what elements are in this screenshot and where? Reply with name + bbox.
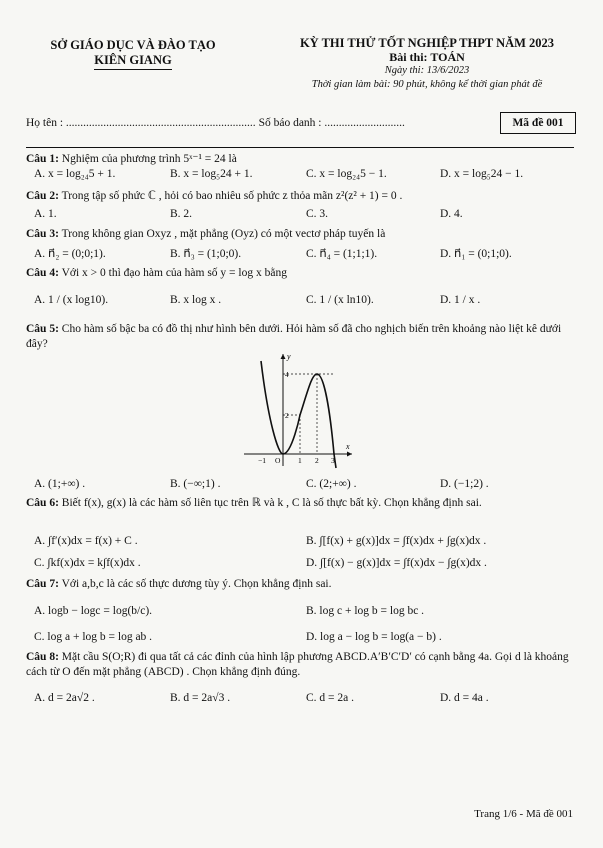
student-info (26, 117, 405, 129)
department-line2: KIÊN GIANG (94, 53, 171, 70)
name-field: Họ tên : .................................................................. (26, 117, 256, 129)
y-axis-arrow (281, 354, 286, 359)
question-label: Câu 7: (26, 578, 59, 590)
q6-option-b: B. ∫[f(x) + g(x)]dx = ∫f(x)dx + ∫g(x)dx . (306, 535, 487, 547)
department-line1: SỞ GIÁO DỤC VÀ ĐÀO TẠO (50, 38, 216, 52)
department-block (18, 38, 248, 70)
q3-option-b: B. n⃗₃ = (1;0;0). (170, 248, 242, 260)
cubic-graph (238, 350, 358, 470)
page-footer: Trang 1/6 - Mã đề 001 (474, 808, 573, 820)
question-5 (26, 322, 574, 352)
x-axis-arrow (347, 452, 352, 457)
q1-option-c: C. x = log₂₄5 − 1. (306, 168, 387, 180)
y-axis-label: y (287, 352, 291, 361)
x-tick-3: 3 (331, 456, 335, 465)
cubic-curve (261, 361, 336, 468)
question-label: Câu 3: (26, 228, 59, 240)
y-tick-2: 2 (285, 411, 289, 420)
origin-label: O (275, 456, 281, 465)
question-label: Câu 2: (26, 190, 59, 202)
q2-option-b: B. 2. (170, 208, 193, 220)
question-text: Trong không gian Oxyz , mặt phẳng (Oyz) có một vectơ pháp tuyến là (61, 228, 386, 240)
question-8 (26, 650, 574, 680)
question-text: Mặt cầu S(O;R) đi qua tất cả các đỉnh của hình lập phương ABCD.A′B′C′D′ có cạnh bằng 4a. Gọi d là khoảng cách từ O đến mặt phẳng (ABCD) . Chọn khẳng định đúng. (26, 651, 569, 678)
q5-option-b: B. (−∞;1) . (170, 478, 221, 490)
q8-option-b: B. d = 2a√3 . (170, 692, 231, 704)
q6-option-c: C. ∫kf(x)dx = k∫f(x)dx . (34, 557, 141, 569)
q7-option-c: C. log a + log b = log ab . (34, 631, 153, 643)
q8-option-a: A. d = 2a√2 . (34, 692, 95, 704)
q4-option-c: C. 1 / (x ln10). (306, 294, 374, 306)
question-text: Nghiệm của phương trình 5ˣ⁻¹ = 24 là (61, 153, 237, 165)
q6-option-a: A. ∫f′(x)dx = f(x) + C . (34, 535, 138, 547)
question-3 (26, 227, 586, 242)
question-label: Câu 1: (26, 153, 59, 165)
x-tick-neg1: −1 (258, 456, 266, 465)
question-text: Trong tập số phức ℂ , hỏi có bao nhiêu số phức z thỏa mãn z²(z² + 1) = 0 . (61, 190, 403, 202)
exam-header (262, 36, 592, 92)
q4-option-a: A. 1 / (x log10). (34, 294, 109, 306)
question-text: Cho hàm số bậc ba có đồ thị như hình bên dưới. Hỏi hàm số đã cho nghịch biến trên khoảng nào liệt kê dưới đây? (26, 323, 562, 350)
q4-option-d: D. 1 / x . (440, 294, 481, 306)
q3-option-d: D. n⃗₁ = (0;1;0). (440, 248, 512, 260)
question-text: Với x > 0 thì đạo hàm của hàm số y = log x bằng (61, 267, 287, 279)
q2-option-c: C. 3. (306, 208, 329, 220)
q3-option-c: C. n⃗₄ = (1;1;1). (306, 248, 378, 260)
exam-date: Ngày thi: 13/6/2023 (384, 65, 470, 76)
q7-option-b: B. log c + log b = log bc . (306, 605, 425, 617)
header-divider (26, 147, 574, 148)
q5-option-d: D. (−1;2) . (440, 478, 489, 490)
q4-option-b: B. x log x . (170, 294, 222, 306)
q7-option-d: D. log a − log b = log(a − b) . (306, 631, 442, 643)
q6-option-d: D. ∫[f(x) − g(x)]dx = ∫f(x)dx − ∫g(x)dx . (306, 557, 487, 569)
q3-option-a: A. n⃗₂ = (0;0;1). (34, 248, 106, 260)
q5-option-c: C. (2;+∞) . (306, 478, 357, 490)
q2-option-a: A. 1. (34, 208, 57, 220)
question-label: Câu 4: (26, 267, 59, 279)
q7-option-a: A. logb − logc = log(b/c). (34, 605, 153, 617)
q2-option-d: D. 4. (440, 208, 463, 220)
question-label: Câu 6: (26, 497, 59, 509)
x-tick-2: 2 (315, 456, 319, 465)
exam-subject: Bài thi: TOÁN (389, 50, 465, 64)
question-text: Với a,b,c là các số thực dương tùy ý. Chọn khẳng định sai. (61, 578, 332, 590)
exam-duration: Thời gian làm bài: 90 phút, không kể thời gian phát đề (311, 79, 543, 90)
question-7 (26, 577, 586, 592)
x-axis-label: x (346, 442, 350, 451)
question-2 (26, 189, 586, 204)
q1-option-b: B. x = log₅24 + 1. (170, 168, 253, 180)
question-4 (26, 266, 586, 281)
question-label: Câu 5: (26, 323, 59, 335)
y-tick-4: 4 (285, 370, 289, 379)
exam-title: KỲ THI THỬ TỐT NGHIỆP THPT NĂM 2023 (299, 36, 555, 50)
q8-option-c: C. d = 2a . (306, 692, 355, 704)
q8-option-d: D. d = 4a . (440, 692, 489, 704)
question-text: Biết f(x), g(x) là các hàm số liên tục trên ℝ và k , C là số thực bất kỳ. Chọn khẳng định sai. (61, 497, 482, 509)
exam-code-box: Mã đề 001 (500, 112, 576, 134)
x-tick-1: 1 (298, 456, 302, 465)
id-field: Số báo danh : ............................ (258, 117, 405, 129)
q5-option-a: A. (1;+∞) . (34, 478, 86, 490)
question-6 (26, 496, 574, 511)
question-1 (26, 152, 586, 167)
q1-option-d: D. x = log₅24 − 1. (440, 168, 524, 180)
q1-option-a: A. x = log₂₄5 + 1. (34, 168, 116, 180)
question-label: Câu 8: (26, 651, 59, 663)
